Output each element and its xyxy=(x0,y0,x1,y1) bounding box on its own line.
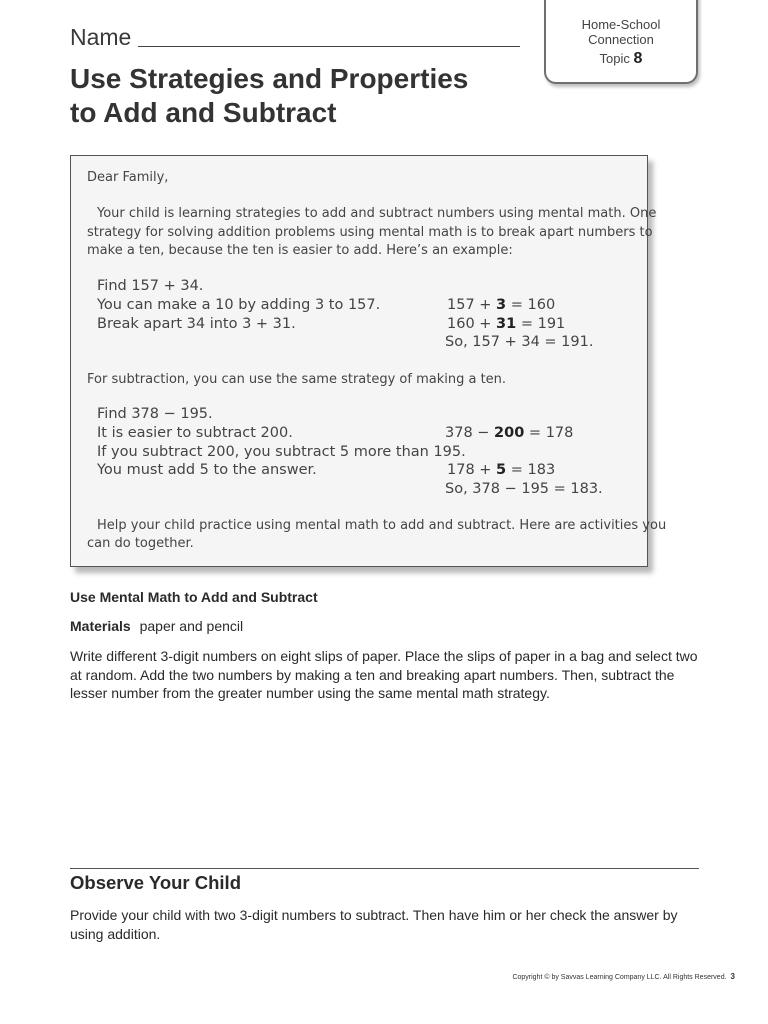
home-school-tab xyxy=(544,0,698,84)
topic-label xyxy=(546,50,696,68)
sub-step-2: If you subtract 200, you subtract 5 more than 195. xyxy=(97,444,466,460)
add-step-2: Break apart 34 into 3 + 31. xyxy=(97,316,296,332)
closing-line-2: can do together. xyxy=(87,536,194,551)
add-step-1: You can make a 10 by adding 3 to 157. xyxy=(97,297,381,313)
name-write-line xyxy=(138,46,520,47)
sub-step-1: It is easier to subtract 200. xyxy=(97,425,293,441)
page-number: 3 xyxy=(730,972,735,981)
add-equation-1: 157 + 3 = 160 xyxy=(447,297,556,313)
add-equation-2: 160 + 31 = 191 xyxy=(447,316,566,332)
topic-number: 8 xyxy=(633,50,643,67)
footer xyxy=(512,972,735,981)
title-line-2: to Add and Subtract xyxy=(70,97,337,128)
add-result: So, 157 + 34 = 191. xyxy=(445,334,594,350)
materials-label: Materials xyxy=(70,618,131,634)
sub-result: So, 378 − 195 = 183. xyxy=(445,481,603,497)
sub-equation-2: 178 + 5 = 183 xyxy=(447,462,556,478)
topic-word: Topic xyxy=(599,51,630,66)
intro-line-1: Your child is learning strategies to add and subtract numbers using mental math. One xyxy=(97,206,657,221)
activity-instructions: Write different 3-digit numbers on eight slips of paper. Place the slips of paper in a bag and select two at random. Add the two numbers by making a ten and breaking apart numbers. Then, subtract the lesser number from the greater number using the same mental math strategy. xyxy=(70,648,698,701)
letter-greeting: Dear Family, xyxy=(87,170,169,185)
add-find: Find 157 + 34. xyxy=(97,278,204,294)
name-label: Name xyxy=(70,24,132,50)
intro-line-3: make a ten, because the ten is easier to add. Here’s an example: xyxy=(87,243,513,258)
sub-step-3: You must add 5 to the answer. xyxy=(97,462,317,478)
closing-line-1: Help your child practice using mental math to add and subtract. Here are activities you xyxy=(97,518,667,533)
activity-heading: Use Mental Math to Add and Subtract xyxy=(70,589,318,605)
page-title xyxy=(70,62,468,130)
materials-value: paper and pencil xyxy=(139,618,244,634)
tab-home-school: Home-School xyxy=(581,17,661,32)
subtraction-intro: For subtraction, you can use the same strategy of making a ten. xyxy=(87,372,507,387)
family-letter-box xyxy=(70,155,667,567)
sub-equation-1: 378 − 200 = 178 xyxy=(445,425,574,441)
materials-line xyxy=(70,618,243,634)
copyright-text: Copyright © by Savvas Learning Company LLC. All Rights Reserved. xyxy=(512,974,727,981)
observe-heading: Observe Your Child xyxy=(70,872,241,893)
sub-find: Find 378 − 195. xyxy=(97,406,213,422)
section-divider xyxy=(70,868,699,869)
tab-connection: Connection xyxy=(588,32,654,47)
intro-line-2: strategy for solving addition problems using mental math is to break apart numbers to xyxy=(87,225,653,240)
observe-instructions: Provide your child with two 3-digit numbers to subtract. Then have him or her check the answer by using addition. xyxy=(70,907,678,942)
title-line-1: Use Strategies and Properties xyxy=(70,63,469,94)
